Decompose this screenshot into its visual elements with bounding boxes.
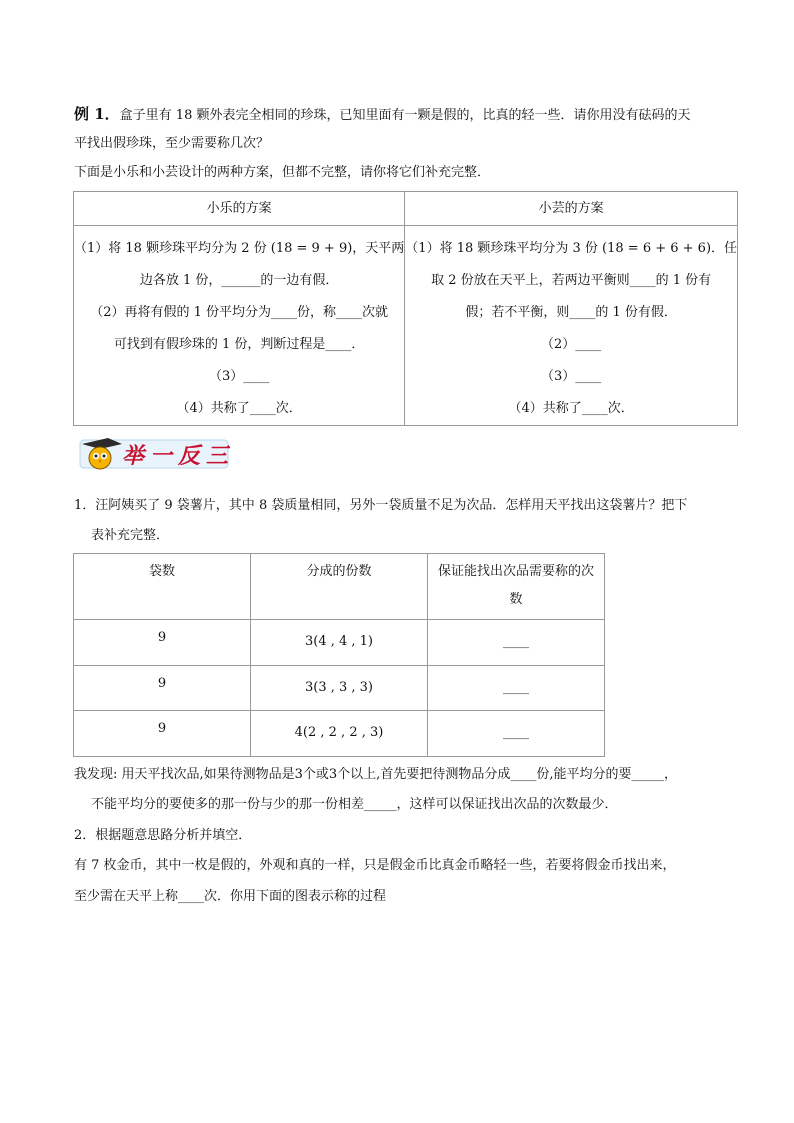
xiaole-line-2: 边各放 1 份，______的一边有假． (139, 273, 339, 288)
bag-answer-cell (428, 666, 605, 711)
bag-answer-cell (428, 711, 605, 757)
q2-line-3: 至少需在天平上称____次．你用下面的图表示称的过程 (74, 889, 387, 904)
bag-count-text: 9 (157, 721, 167, 736)
bag-split-text: 3(4 , 4 , 1) (304, 634, 374, 649)
bag-header-count-text: 袋数 (148, 564, 175, 579)
bag-table (73, 553, 605, 757)
plan-cell-xiaole (74, 226, 405, 426)
bag-header-count (74, 554, 251, 620)
table-row (74, 620, 605, 666)
xiaole-line-3: （2）再将有假的 1 份平均分为____份，称____次就 (90, 305, 389, 320)
bag-header-weighings-line1: 保证能找出次品需要称的次 (437, 564, 594, 579)
q2-line-1: 2．根据题意思路分析并填空． (74, 828, 252, 843)
plan-table (73, 191, 738, 426)
plan-header-xiaole-text: 小乐的方案 (206, 200, 272, 216)
bag-answer-text: ____ (503, 680, 529, 695)
example-label: 例 1． (74, 105, 120, 123)
example-line-2: 平找出假珍珠，至少需要称几次？ (74, 136, 270, 151)
xiaole-line-6: （4）共称了____次． (176, 401, 302, 416)
banner-graphic (78, 434, 230, 472)
bag-answer-text: ____ (503, 634, 529, 649)
q1-line-1: 1．汪阿姨买了 9 袋薯片，其中 8 袋质量相同，另外一袋质量不足为次品．怎样用天平找出这袋薯片？把下 (74, 498, 688, 513)
bag-answer-text: ____ (503, 725, 529, 740)
plan-cell-xiaoyun (405, 226, 738, 426)
banner-text: 举一反三 (122, 444, 230, 469)
bag-count-text: 9 (157, 676, 167, 691)
bag-count-cell (74, 711, 251, 757)
bag-split-cell (251, 620, 428, 666)
bag-split-cell (251, 711, 428, 757)
bag-split-text: 3(3 , 3 , 3) (304, 680, 374, 695)
bag-header-weighings (428, 554, 605, 620)
bag-count-cell (74, 666, 251, 711)
plan-header-xiaoyun (405, 192, 738, 226)
plan-header-xiaole (74, 192, 405, 226)
finding-line-2: 不能平均分的要使多的那一份与少的那一份相差_____，这样可以保证找出次品的次数最少． (91, 797, 618, 812)
bag-count-text: 9 (157, 630, 167, 645)
bag-header-split (251, 554, 428, 620)
xiaole-line-1: （1）将 18 颗珍珠平均分为 2 份 (18 = 9 + 9)，天平两 (74, 241, 405, 256)
banner (78, 434, 230, 472)
finding-line-1: 我发现: 用天平找次品,如果待测物品是3个或3个以上,首先要把待测物品分成____份,能平均分的要_____， (74, 767, 677, 782)
table-row (74, 711, 605, 757)
plan-header-xiaoyun-text: 小芸的方案 (538, 200, 604, 216)
table-row (74, 666, 605, 711)
xiaoyun-line-5: （3）____ (541, 369, 602, 384)
bag-header-split-text: 分成的份数 (306, 564, 372, 579)
example-line-1 (74, 104, 690, 126)
xiaoyun-line-1: （1）将 18 颗珍珠平均分为 3 份 (18 = 6 + 6 + 6)．任 (405, 241, 738, 256)
q2-line-2: 有 7 枚金币，其中一枚是假的，外观和真的一样，只是假金币比真金币略轻一些，若要将假金币找出来， (74, 858, 676, 873)
bag-split-text: 4(2 , 2 , 2 , 3) (294, 725, 384, 740)
xiaole-line-5: （3）____ (209, 369, 270, 384)
bag-split-cell (251, 666, 428, 711)
q1-line-2: 表补充完整． (91, 528, 170, 543)
bag-answer-cell (428, 620, 605, 666)
example-text-1: 盒子里有 18 颗外表完全相同的珍珠，已知里面有一颗是假的，比真的轻一些．请你用没有砝码的天 (119, 108, 691, 123)
xiaoyun-line-4: （2）____ (541, 337, 602, 352)
xiaoyun-line-2: 取 2 份放在天平上，若两边平衡则____的 1 份有 (431, 273, 712, 288)
xiaoyun-line-3: 假；若不平衡，则____的 1 份有假． (465, 305, 677, 320)
bag-count-cell (74, 620, 251, 666)
xiaoyun-line-6: （4）共称了____次． (508, 401, 634, 416)
xiaole-line-4: 可找到有假珍珠的 1 份，判断过程是____． (113, 337, 365, 352)
example-line-3: 下面是小乐和小芸设计的两种方案，但都不完整，请你将它们补充完整． (74, 165, 491, 180)
bag-header-weighings-line2: 数 (509, 592, 523, 607)
